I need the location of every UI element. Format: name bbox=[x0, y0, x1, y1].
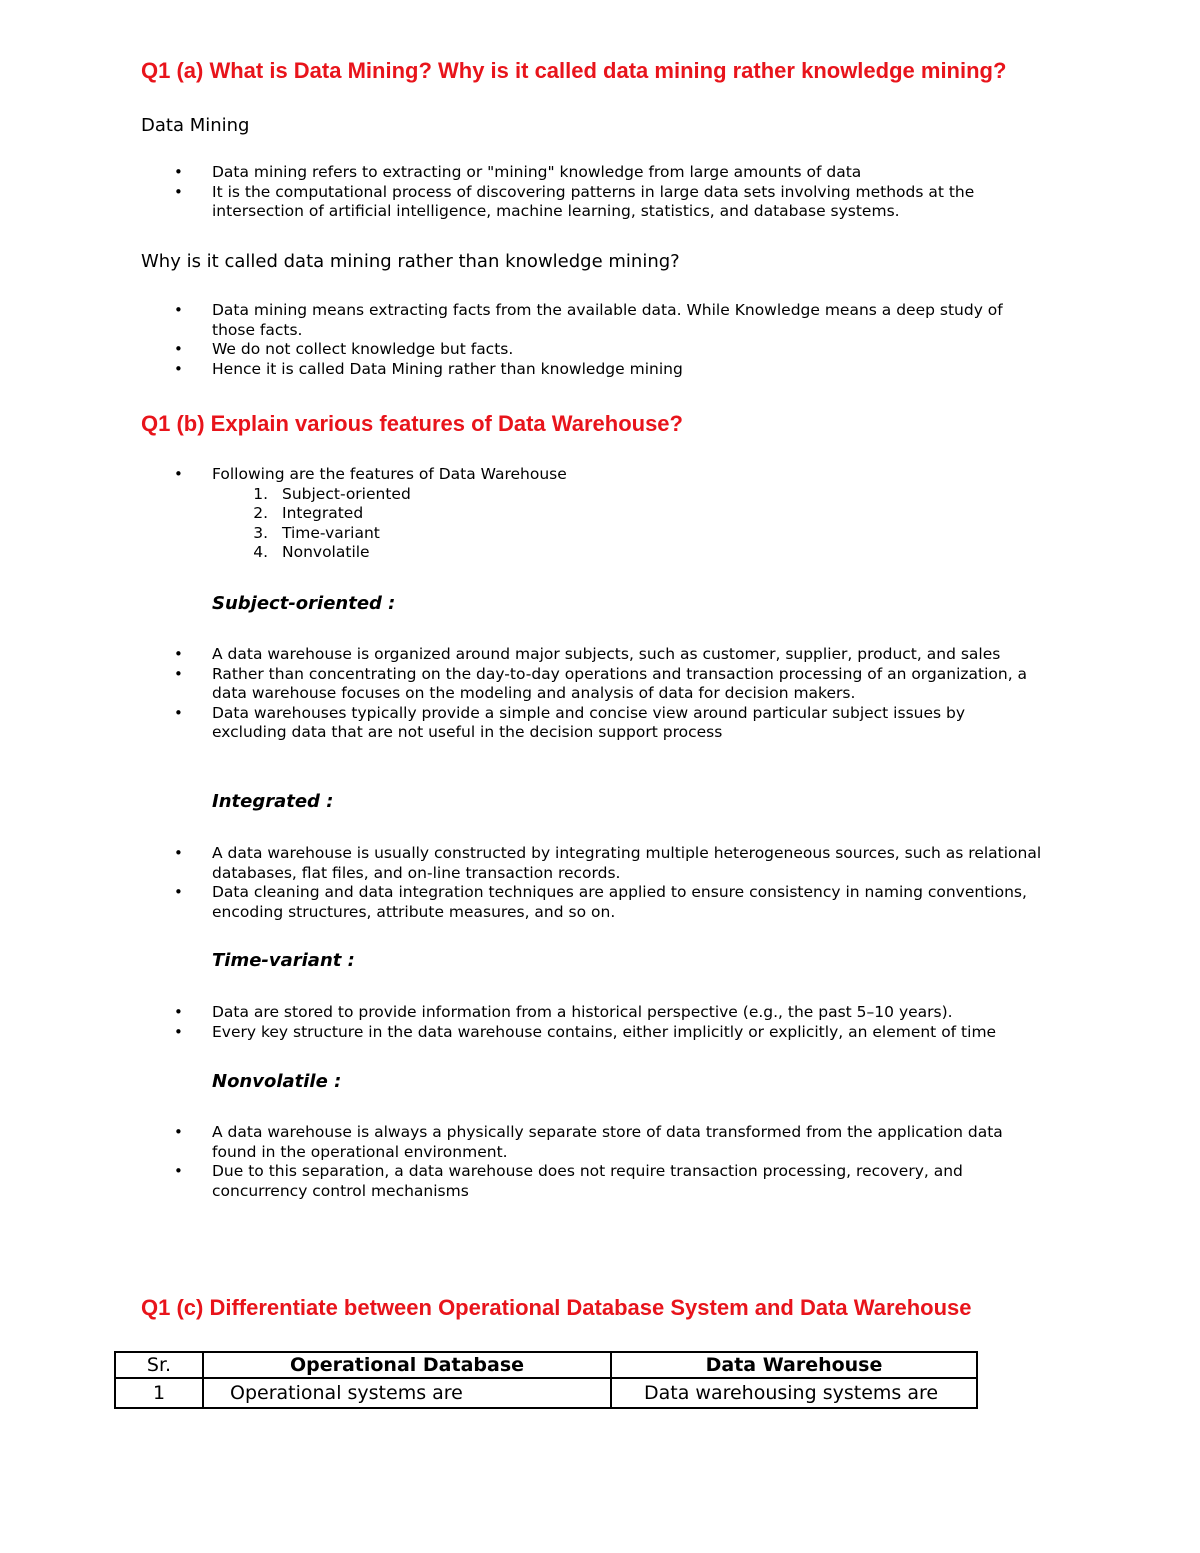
list-item bbox=[0, 465, 1042, 563]
table-header-row bbox=[115, 1352, 977, 1378]
integrated-list bbox=[0, 844, 1042, 922]
q1a-subheading-why: Why is it called data mining rather than knowledge mining? bbox=[141, 251, 680, 272]
list-item: • Data mining refers to extracting or "mining" knowledge from large amounts of data bbox=[0, 163, 1042, 183]
list-item: • We do not collect knowledge but facts. bbox=[0, 340, 1042, 360]
list-item: • A data warehouse is always a physically separate store of data transformed from the application data found in the operational environment. bbox=[0, 1123, 1042, 1162]
time-variant-title: Time-variant : bbox=[212, 950, 355, 971]
column-header-sr: Sr. bbox=[115, 1352, 203, 1378]
table-cell-operational: Operational systems are bbox=[203, 1378, 611, 1408]
time-variant-list bbox=[0, 1003, 1042, 1042]
subject-oriented-title: Subject-oriented : bbox=[212, 593, 396, 614]
list-item: • Hence it is called Data Mining rather than knowledge mining bbox=[0, 360, 1042, 380]
features-numbered-list bbox=[212, 485, 1042, 563]
q1a-heading: Q1 (a) What is Data Mining? Why is it called data mining rather knowledge mining? bbox=[141, 58, 1007, 83]
q1b-heading: Q1 (b) Explain various features of Data Warehouse? bbox=[141, 411, 683, 436]
list-item: • A data warehouse is usually constructed by integrating multiple heterogeneous sources, such as relational databases, flat files, and on-line transaction records. bbox=[0, 844, 1042, 883]
q1a-subheading-data-mining: Data Mining bbox=[141, 115, 250, 136]
q1a-definition-list bbox=[0, 163, 1042, 222]
q1a-why-list bbox=[0, 301, 1042, 379]
column-header-operational-database: Operational Database bbox=[203, 1352, 611, 1378]
q1b-features-list bbox=[0, 465, 1042, 563]
comparison-table bbox=[114, 1351, 978, 1409]
list-item: • Data mining means extracting facts from the available data. While Knowledge means a deep study of those facts. bbox=[0, 301, 1042, 340]
list-item: • Data are stored to provide information from a historical perspective (e.g., the past 5–10 years). bbox=[0, 1003, 1042, 1023]
features-intro: Following are the features of Data Warehouse bbox=[212, 465, 567, 483]
list-item: • Rather than concentrating on the day-to-day operations and transaction processing of an organization, a data warehouse focuses on the modeling and analysis of data for decision makers. bbox=[0, 665, 1042, 704]
nonvolatile-list bbox=[0, 1123, 1042, 1201]
nonvolatile-title: Nonvolatile : bbox=[212, 1071, 342, 1092]
list-item: • Due to this separation, a data warehouse does not require transaction processing, recovery, and concurrency control mechanisms bbox=[0, 1162, 1042, 1201]
feature-item: 4. Nonvolatile bbox=[253, 543, 370, 562]
integrated-title: Integrated : bbox=[212, 791, 334, 812]
subject-oriented-list bbox=[0, 645, 1042, 743]
column-header-data-warehouse: Data Warehouse bbox=[611, 1352, 977, 1378]
list-item: • Data cleaning and data integration techniques are applied to ensure consistency in naming conventions, encoding structures, attribute measures, and so on. bbox=[0, 883, 1042, 922]
q1c-heading: Q1 (c) Differentiate between Operational Database System and Data Warehouse bbox=[141, 1295, 972, 1320]
feature-item: 1. Subject-oriented bbox=[253, 484, 411, 503]
list-item: • A data warehouse is organized around major subjects, such as customer, supplier, product, and sales bbox=[0, 645, 1042, 665]
feature-item: 3. Time-variant bbox=[253, 523, 380, 542]
list-item: • It is the computational process of discovering patterns in large data sets involving methods at the intersection of artificial intelligence, machine learning, statistics, and database systems. bbox=[0, 183, 1042, 222]
list-item: • Every key structure in the data warehouse contains, either implicitly or explicitly, an element of time bbox=[0, 1023, 1042, 1043]
table-cell-warehouse: Data warehousing systems are bbox=[611, 1378, 977, 1408]
list-item: • Data warehouses typically provide a simple and concise view around particular subject issues by excluding data that are not useful in the decision support process bbox=[0, 704, 1042, 743]
table-row bbox=[115, 1378, 977, 1408]
table-cell-sr: 1 bbox=[115, 1378, 203, 1408]
feature-item: 2. Integrated bbox=[253, 504, 364, 523]
